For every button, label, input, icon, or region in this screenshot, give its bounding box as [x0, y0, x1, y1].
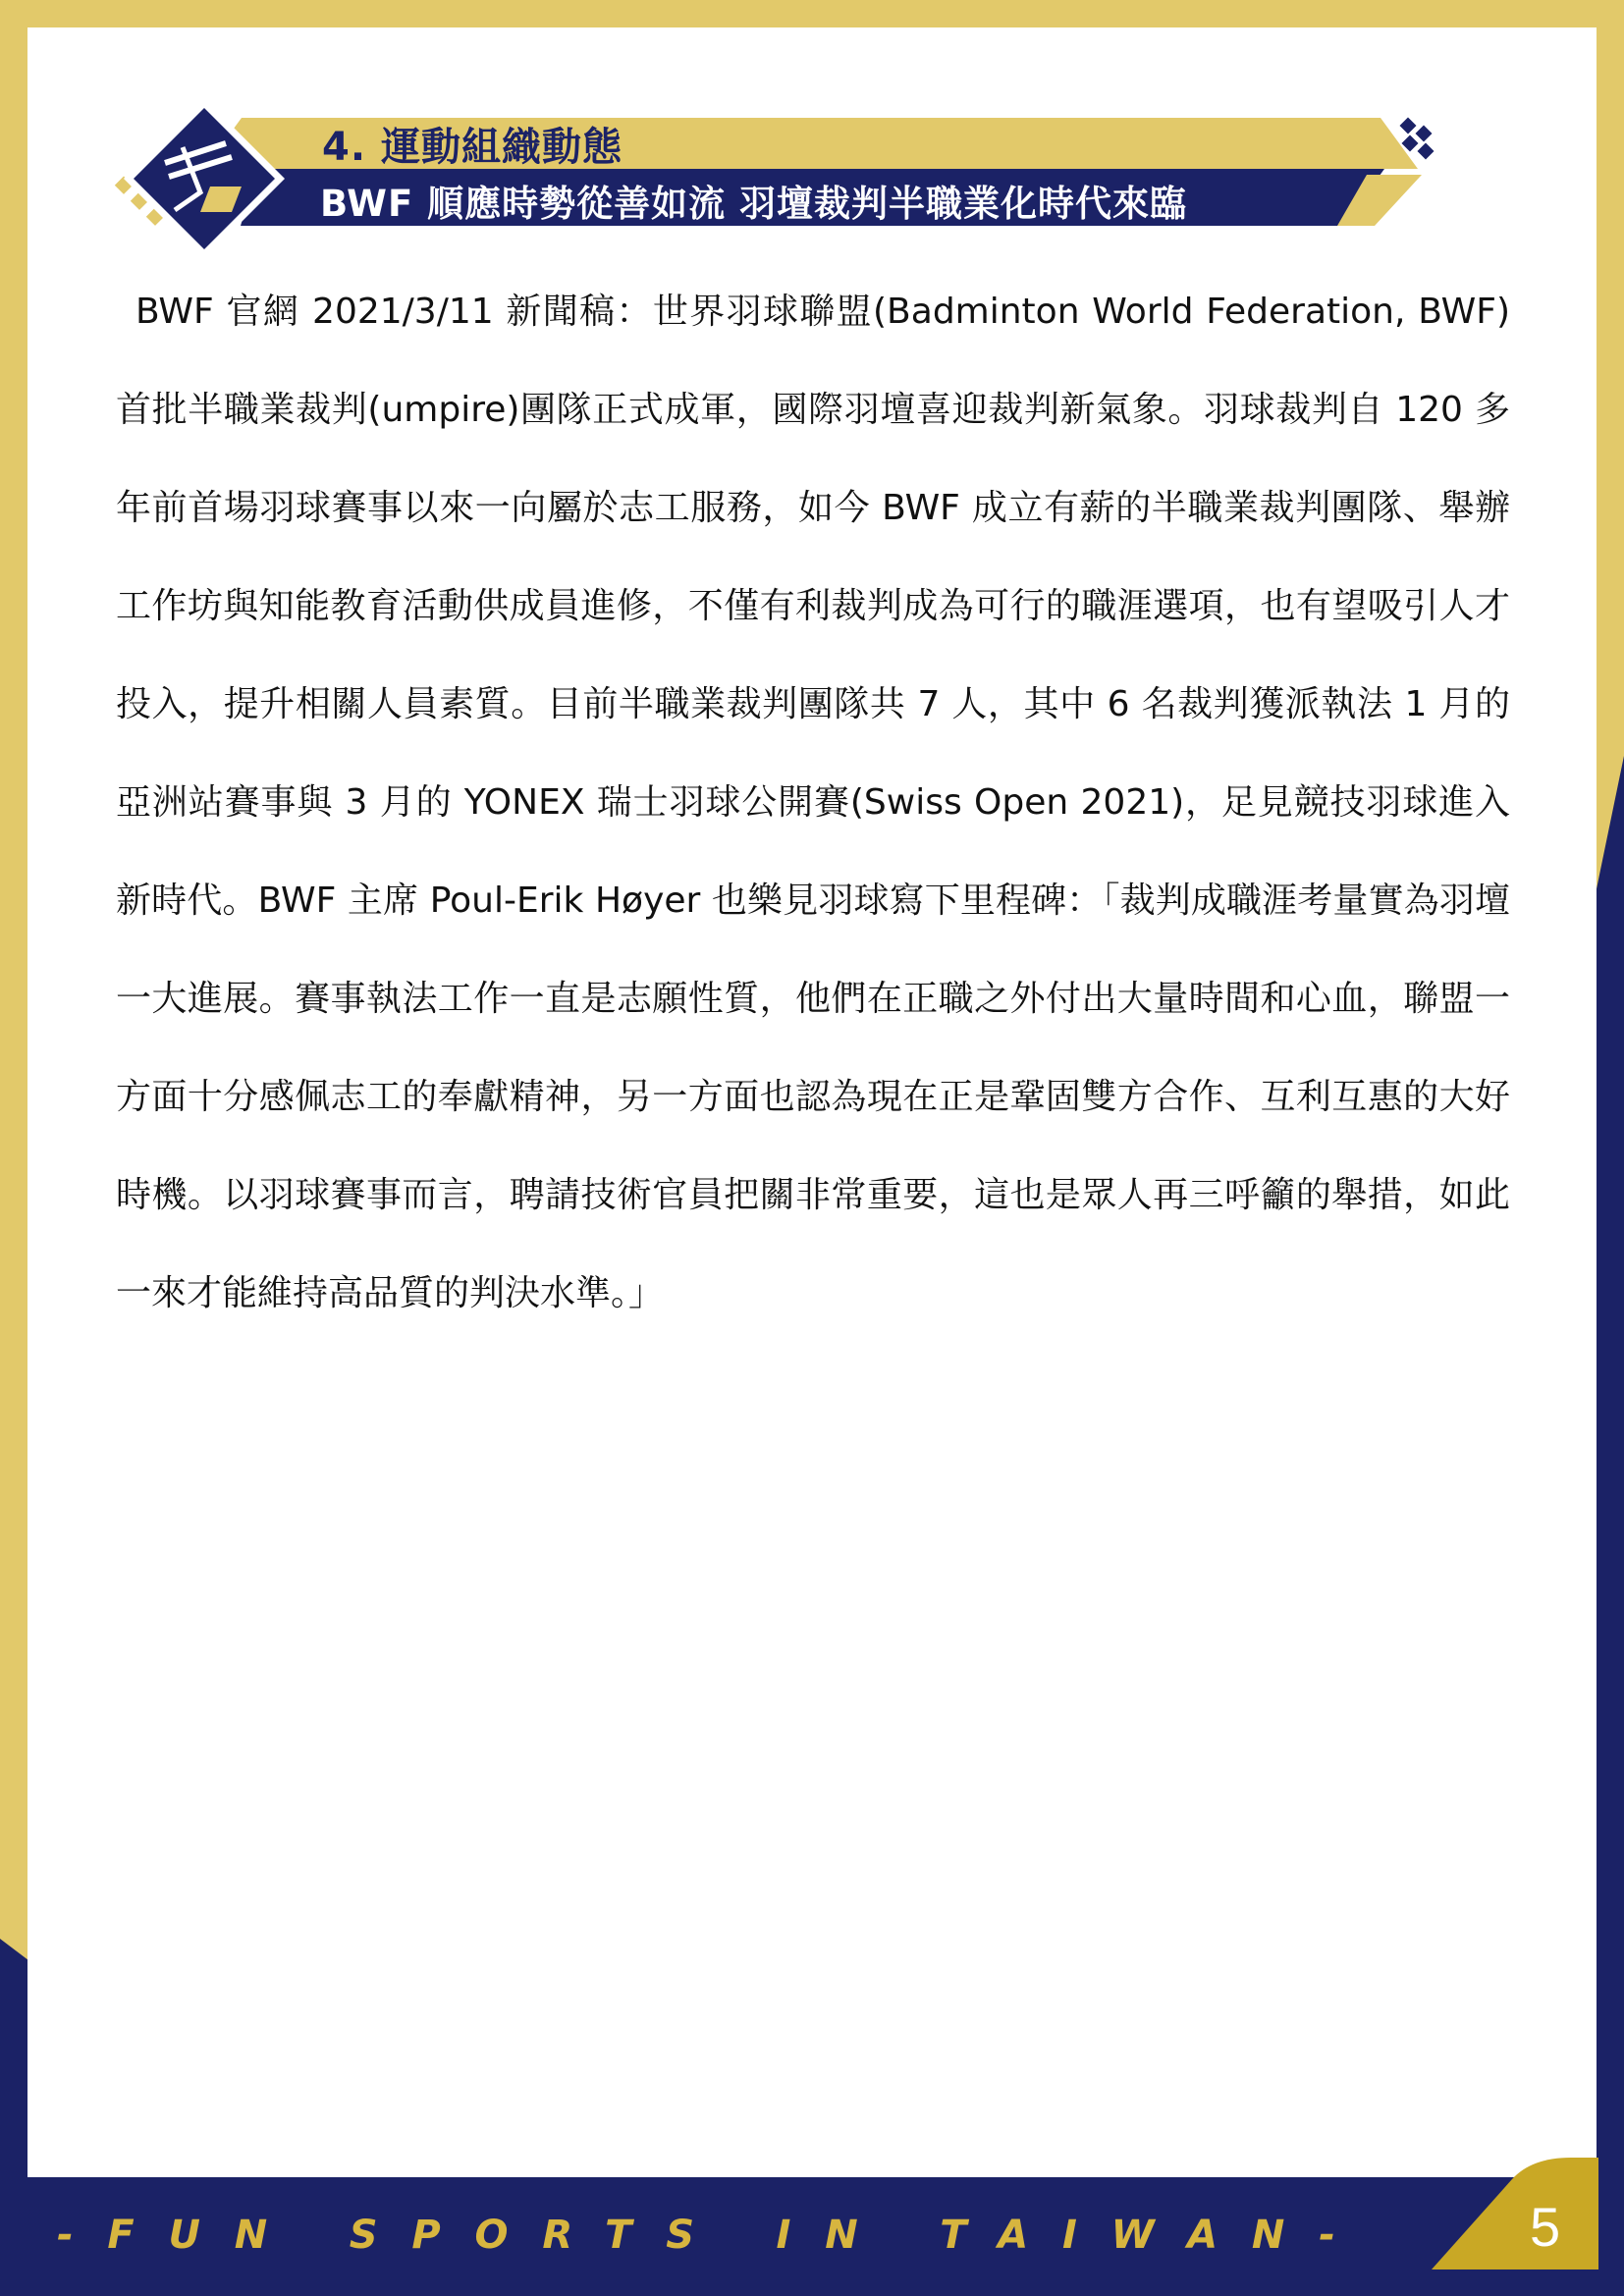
page-number: 5 [1530, 2196, 1561, 2258]
article-paragraph: BWF 官網 2021/3/11 新聞稿：世界羽球聯盟(Badminton World Federation, BWF)首批半職業裁判(umpire)團隊正式成軍，國際羽壇喜迎裁判新氣象。羽球裁判自 120 多年前首場羽球賽事以來一向屬於志工服務，如今 BWF 成立有薪的半職業裁判團隊、舉辦工作坊與知能教育活動供成員進修，不僅有利裁判成為可行的職涯選項，也有望吸引人才投入，提升相關人員素質。目前半職業裁判團隊共 7 人，其中 6 名裁判獲派執法 1 月的亞洲站賽事與 3 月的 YONEX 瑞士羽球公開賽(Swiss Open 2021)，足見競技羽球進入新時代。BWF 主席 Poul-Erik Høyer 也樂見羽球寫下里程碑：「裁判成職涯考量實為羽壇一大進展。賽事執法工作一直是志願性質，他們在正職之外付出大量時間和心血，聯盟一方面十分感佩志工的奉獻精神，另一方面也認為現在正是鞏固雙方合作、互利互惠的大好時機。以羽球賽事而言，聘請技術官員把關非常重要，這也是眾人再三呼籲的舉措，如此一來才能維持高品質的判決水準。」 [116, 292, 1510, 1313]
article-title: BWF 順應時勢從善如流 羽壇裁判半職業化時代來臨 [320, 183, 1188, 225]
article-body [116, 263, 1510, 1343]
header-banner [0, 0, 1624, 265]
section-title: 4. 運動組織動態 [322, 125, 623, 170]
footer-slogan: -FUN SPORTS IN TAIWAN- [57, 2213, 1370, 2258]
